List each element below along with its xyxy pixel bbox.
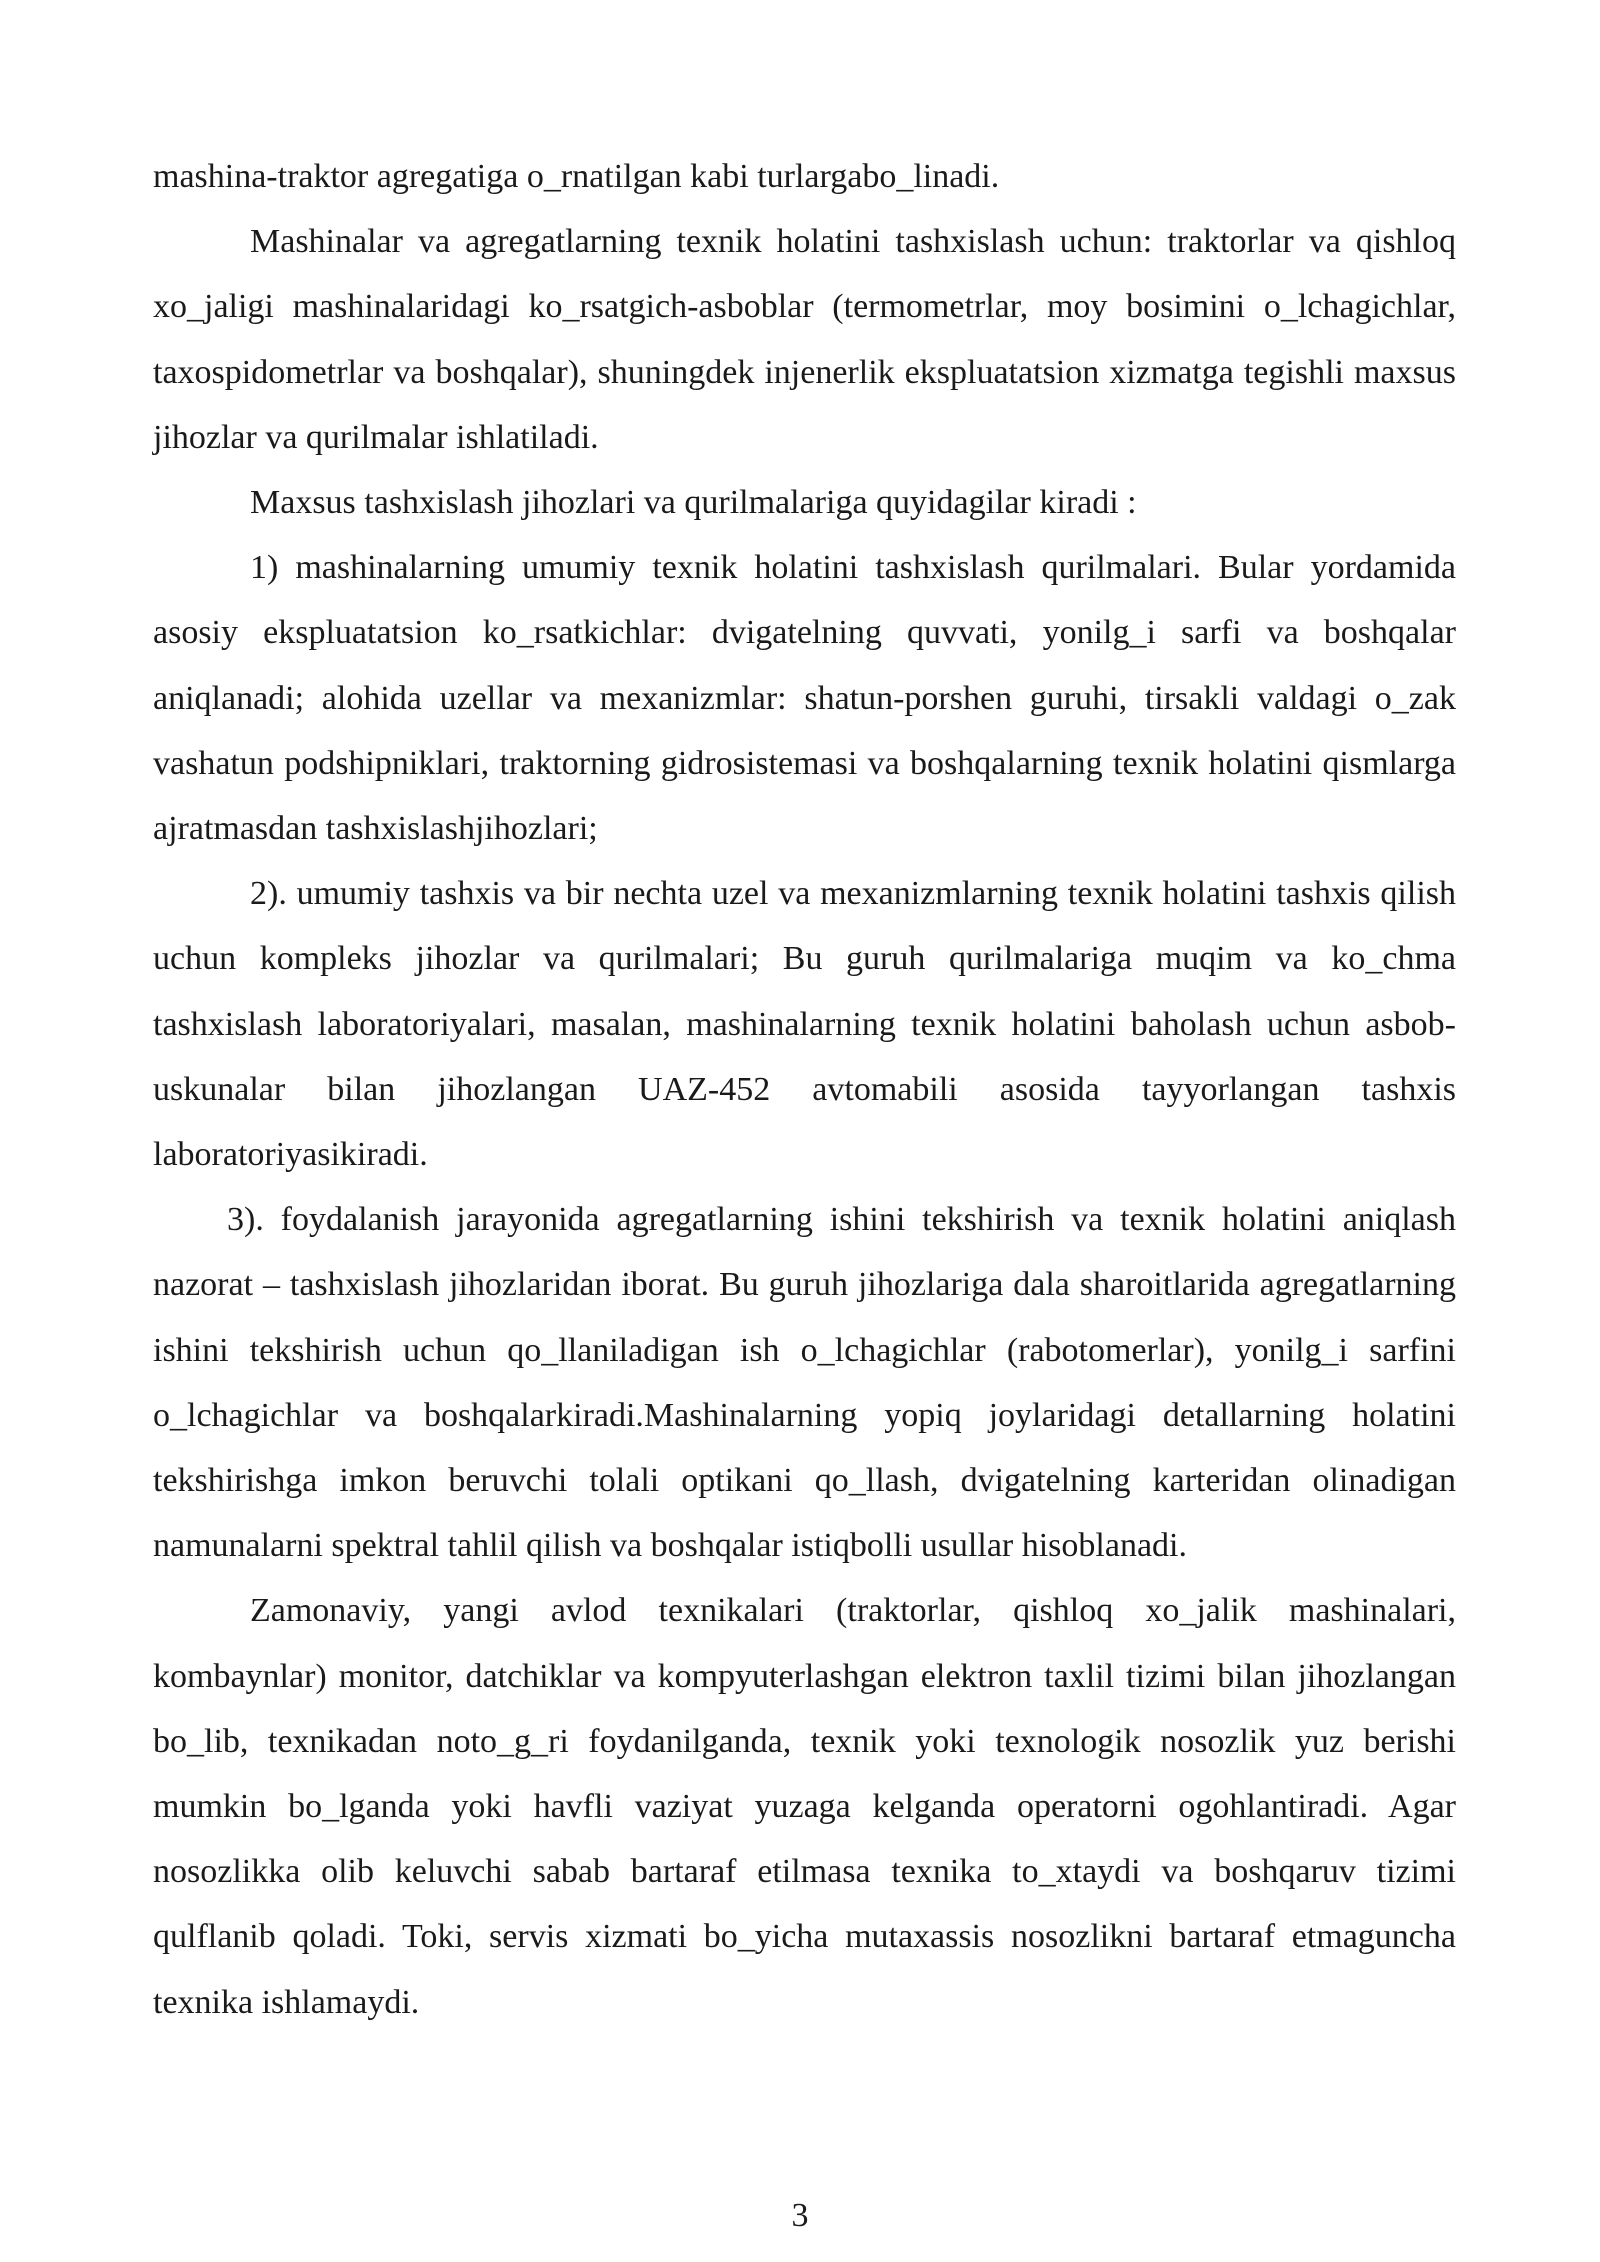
document-body — [153, 144, 1456, 2035]
paragraph-list-item-2: 2). umumiy tashxis va bir nechta uzel va mexanizmlarning texnik holatini tashxis qilish uchun kompleks jihozlar va qurilmalari; Bu guruh qurilmalariga muqim va ko_chma tashxislash laboratoriyalari, masalan, mashinalarning texnik holatini baholash uchun asbob-uskunalar bilan jihozlangan UAZ-452 avtomabili asosida tayyorlangan tashxis laboratoriyasikiradi. — [153, 875, 1456, 1174]
paragraph-special-equipment-intro: Maxsus tashxislash jihozlari va qurilmalariga quyidagilar kiradi : — [250, 484, 1137, 522]
page-number: 3 — [791, 2197, 809, 2234]
paragraph-list-item-1: 1) mashinalarning umumiy texnik holatini tashxislash qurilmalari. Bular yordamida asosiy ekspluatatsion ko_rsatkichlar: dvigatelning quvvati, yonilg_i sarfi va boshqalar aniqlanadi; alohida uzellar va mexanizmlar: shatun-porshen guruhi, tirsakli valdagi o_zak vashatun podshipniklari, traktorning gidrosistemasi va boshqalarning texnik holatini qismlarga ajratmasdan tashxislashjihozlari; — [153, 549, 1456, 848]
paragraph-list-item-3: 3). foydalanish jarayonida agregatlarning ishini tekshirish va texnik holatini aniqlash nazorat – tashxislash jihozlaridan iborat. Bu guruh jihozlariga dala sharoitlarida agregatlarning ishini tekshirish uchun qo_llaniladigan ish o_lchagichlar (rabotomerlar), yonilg_i sarfini o_lchagichlar va boshqalarkiradi.Mashinalarning yopiq joylaridagi detallarning holatini tekshirishga imkon beruvchi tolali optikani qo_llash, dvigatelning karteridan olinadigan namunalarni spektral tahlil qilish va boshqalar istiqbolli usullar hisoblanadi. — [153, 1201, 1456, 1565]
paragraph-diagnostic-tools: Mashinalar va agregatlarning texnik holatini tashxislash uchun: traktorlar va qishloq xo_jaligi mashinalaridagi ko_rsatgich-asboblar (termometrlar, moy bosimini o_lchagichlar, taxospidometrlar va boshqalar), shuningdek injenerlik ekspluatatsion xizmatga tegishli maxsus jihozlar va qurilmalar ishlatiladi. — [153, 223, 1456, 456]
paragraph-continuation: mashina-traktor agregatiga o_rnatilgan kabi turlargabo_linadi. — [153, 158, 1000, 195]
paragraph-modern-technology: Zamonaviy, yangi avlod texnikalari (traktorlar, qishloq xo_jalik mashinalari, kombaynlar) monitor, datchiklar va kompyuterlashgan elektron taxlil tizimi bilan jihozlangan bo_lib, texnikadan noto_g_ri foydanilganda, texnik yoki texnologik nosozlik yuz berishi mumkin bo_lganda yoki havfli vaziyat yuzaga kelganda operatorni ogohlantiradi. Agar nosozlikka olib keluvchi sabab bartaraf etilmasa texnika to_xtaydi va boshqaruv tizimi qulflanib qoladi. Toki, servis xizmati bo_yicha mutaxassis nosozlikni bartaraf etmaguncha texnika ishlamaydi. — [153, 1592, 1456, 2021]
